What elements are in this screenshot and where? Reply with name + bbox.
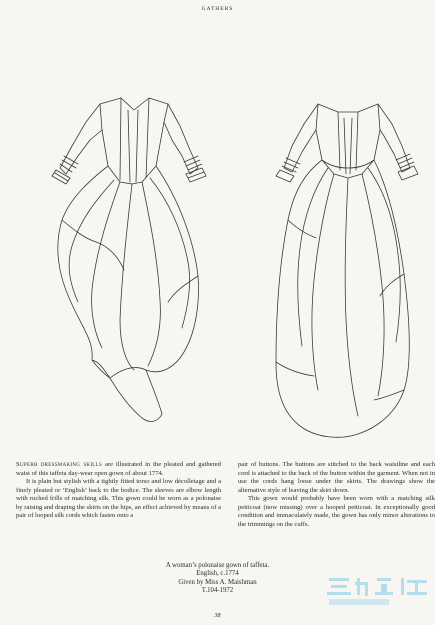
- paragraph: This gown would probably have been worn with a matching silk petticoat (now missing) over a hooped petticoat. In exceptionally good condition and immaculately made, the gown has only minor alterations to the trimmings on the cuffs.: [238, 495, 435, 528]
- caption-line: A woman’s polonaise gown of taffeta.: [165, 562, 270, 569]
- back-view-drawing: [276, 104, 418, 437]
- running-head: GATHERS: [201, 6, 234, 12]
- caption-line: English, c.1774: [196, 570, 239, 578]
- paragraph: [16, 461, 221, 478]
- paragraph: pair of buttons. The buttons are stitched to the back waistline and each cord is attached to the back of the button within the garment. When not in use the cords hang loose under the skirts. The drawings show the alternative style of leaving the skirt down.: [238, 461, 435, 494]
- paragraph: It is plain but stylish with a tightly fitted torso and low décolletage and a finely pleated or ‘English’ back to the bodice. The sleeves are elbow length with ruched frills of matching silk. This gown could be worn as a polonaise by raising and draping the skirts on the hips, an effect achieved by means of a pair of looped silk cords which fasten onto a: [16, 478, 221, 519]
- gown-illustrations: [0, 70, 435, 450]
- page-number: 38: [214, 613, 221, 619]
- body-text-right-column: [238, 461, 435, 529]
- watermark-logo: [325, 574, 435, 608]
- front-view-drawing: [52, 98, 206, 421]
- caption-line: Given by Miss A. Maishman: [178, 578, 257, 586]
- paragraph-text: are illustrated in the pleated and gathered waist of this taffeta day-wear open gown of about 1774.: [16, 461, 221, 477]
- lead-in: Superb dressmaking skills: [16, 461, 103, 468]
- body-text-left-column: [16, 461, 221, 521]
- caption-line: T.104-1972: [201, 587, 234, 595]
